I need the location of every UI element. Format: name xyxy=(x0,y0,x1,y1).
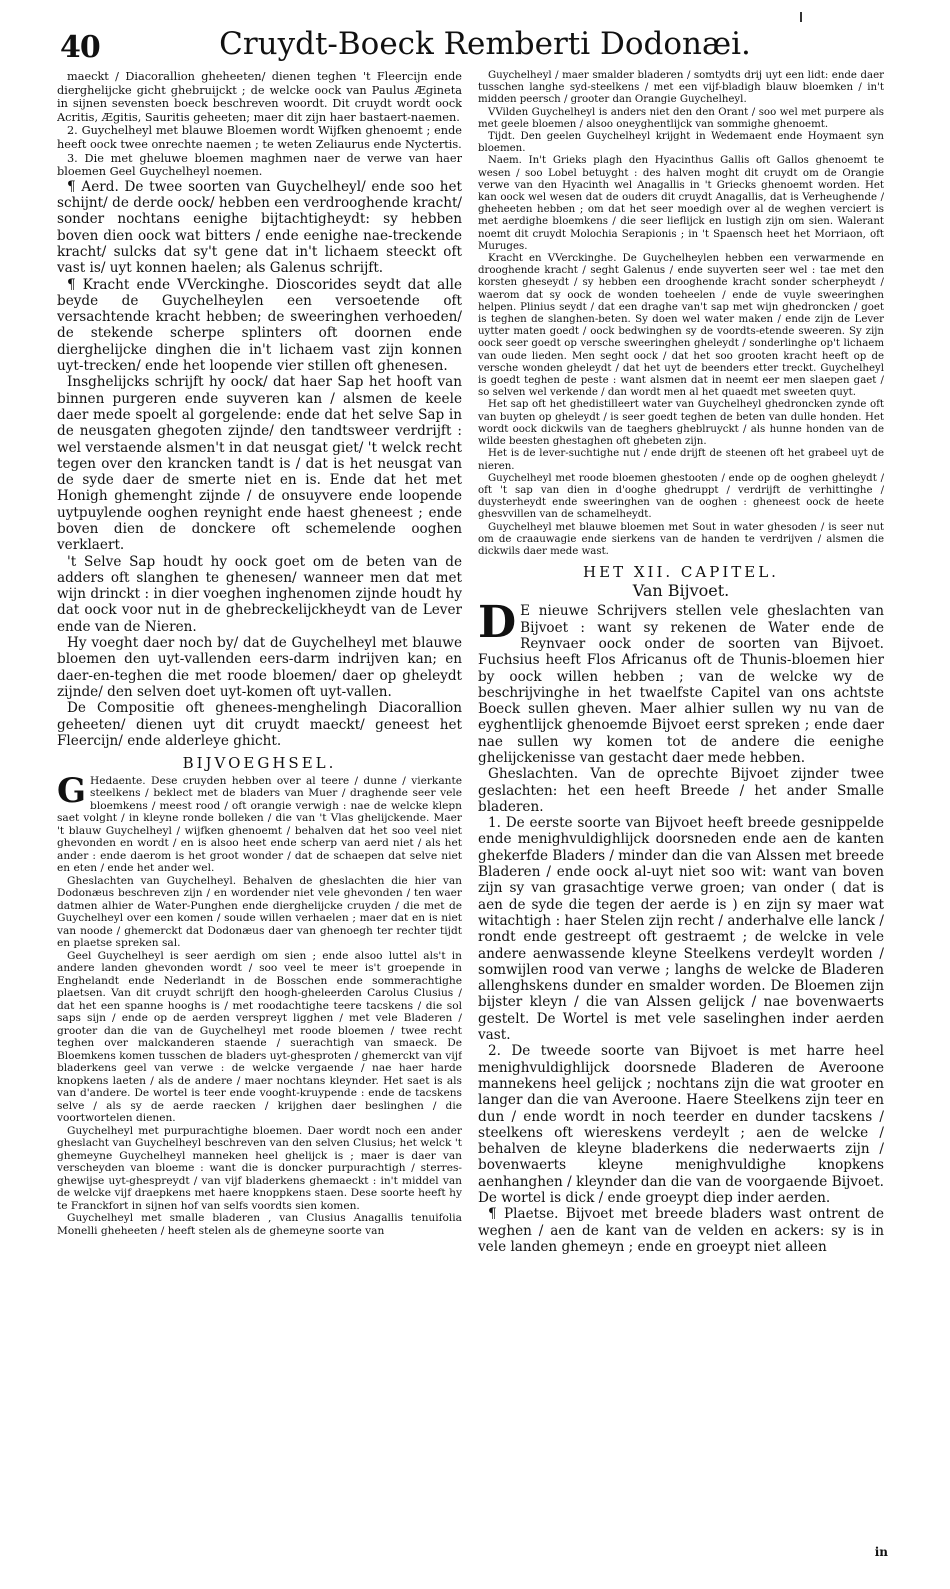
paragraph-text: E nieuwe Schrijvers stellen vele gheslachten van Bijvoet : want sy rekenen de Water ende de Reynvaer oock onder de soorten van Bijvoet. Fuchsius heeft Flos Africanus oft de Thunis-bloemen hier by oock willen hebben ; van de welcke wy de beschrijvinghe in het twaelfste Capitel van ons achtste Boeck sullen gheven. Maer alhier sullen wy nu van de eyghentlijck ghenoemde Bijvoet eerst spreken ; ende daer nae sullen wy komen tot de andere die eenighe ghelijckenisse van gestacht daer mede hebben. xyxy=(478,603,884,766)
paragraph-text: VVilden Guychelheyl is anders niet den den Orant / soo wel met purpere als met geele bloemen / alsoo oneyghentlijck van sommighe ghenoemt. xyxy=(478,106,884,130)
paragraph-text: ¶ Plaetse. Bijvoet met breede bladers wast ontrent de weghen / aen de kant van de velden en ackers: sy is in vele landen ghemeyn ; ende en groeypt niet alleen xyxy=(478,1206,884,1255)
paragraph xyxy=(478,155,884,253)
paragraph xyxy=(57,1125,462,1213)
paragraph-text: Hedaente. Dese cruyden hebben over al teere / dunne / vierkante steelkens / beklect met de bladers van Muer / draghende seer vele bloemkens / meest rood / oft orangie verwigh : nae de welcke klepn saet volght / in kleyne ronde bolleken / die van 't Vlas ghelijckende. Maer 't blauw Guychelheyl / wijfken ghenoemt / behalven dat het soo veel niet ghevonden en wordt / en is alsoo heet ende scherp van aerd niet / als het ander : ende daerom is het groot wonder / dat de schaepen dat selve niet en eten / ende het ander wel. xyxy=(57,774,462,875)
paragraph xyxy=(478,253,884,399)
paragraph xyxy=(57,179,462,277)
paragraph-text: Het is de lever-suchtighe nut / ende drijft de steenen oft het grabeel uyt de nieren. xyxy=(478,448,884,472)
paragraph-text: 3. Die met gheluwe bloemen maghmen naer de verwe van haer bloemen Geel Guychelheyl noemen. xyxy=(57,151,462,179)
paragraph-text: Tijdt. Den geelen Guychelheyl krijght in Wedemaent ende Hoymaent syn bloemen. xyxy=(478,131,884,155)
paragraph xyxy=(57,374,462,553)
paragraph-text: Gheslachten van Guychelheyl. Behalven de gheslachten die hier van Dodonæus beschreven zijn / en wordender niet vele ghevonden / ten waer datmen alhier de Water-Punghen ende dierghelijcke cruyden / die met de Guychelheyl over een komen / soude willen verhaelen ; maer dat en is niet van noode / ghemerckt dat Dodonæus daer van ghenoegh ter rechter tijdt en plaetse spreken sal. xyxy=(57,874,462,950)
catchword: in xyxy=(874,1545,888,1559)
paragraph-text: maeckt / Diacorallion gheheeten/ dienen teghen 't Fleercijn ende dierghelijcke gicht ghebruijckt ; de welcke oock van Paulus Ægineta in sijnen sevensten boeck beschreven woordt. Dit cruydt wordt oock Acritis, Ægitis, Sauritis geheeten; maer dit zijn haer bastaert-naemen. xyxy=(57,70,462,124)
paragraph-text: Guychelheyl met purpurachtighe bloemen. Daer wordt noch een ander gheslacht van Guychelheyl beschreven van den selven Clusius; het welck 't ghemeyne Guychelheyl manneken heel ghelijck is ; maer is daer van verscheyden van bloeme : want die is doncker purpurachtigh / sterres-ghewijse uyt-ghespreydt / van vijf bladerkens ghemaeckt : in't middel van de welcke vijf draepkens met haere knoppkens staen. Dese soorte heeft hy te Franckfort in sijnen hof van selfs voordts sien komen. xyxy=(57,1124,462,1212)
page-header xyxy=(60,20,910,70)
paragraph-text: Gheslachten. Van de oprechte Bijvoet zijnder twee geslachten: het een heeft Breede / het ander Smalle bladeren. xyxy=(478,766,884,815)
paragraph-text: Guychelheyl met smalle bladeren , van Clusius Anagallis tenuifolia Monelli gheheeten / heeft stelen als de ghemeyne soorte van xyxy=(57,1212,462,1237)
paragraph-text: Guychelheyl / maer smalder bladeren / somtydts drij uyt een lidt: ende daer tusschen langhe syd-steelkens / met een vijf-bladigh blauw bloemken / in't midden peersch / grooter dan Orangie Guychelheyl. xyxy=(478,70,884,106)
drop-cap: G xyxy=(57,770,87,811)
paragraph xyxy=(478,597,884,766)
running-title: Cruydt-Boeck Remberti Dodonæi. xyxy=(219,26,751,62)
paragraph-text: 2. De tweede soorte van Bijvoet is met harre heel menighvuldighlijck doorsnede Bladeren de Averoone mannekens heel gelijck ; nochtans zijn die wat grooter en langer dan die van Averoone. Haere Steelkens zijn teer en dun / ende wordt in noch teerder en dunder tacskens / steelkens oft wiereskens verdeylt ; aen de welcke / behalven de kleyne bladerkens die nederwaerts zijn / bovenwaerts kleyne menighvuldighe knopkens aenhanghen / kleynder dan die van de voorgaende Bijvoet. De wortel is dick / ende groeypt diep inder aerden. xyxy=(478,1043,884,1206)
left-main-text xyxy=(57,70,462,749)
paragraph xyxy=(57,70,462,124)
drop-cap: D xyxy=(478,597,517,649)
bijvoeghsel-text xyxy=(57,770,462,1238)
paragraph-text: Guychelheyl met blauwe bloemen met Sout in water ghesoden / is seer nut om de craauwagie ende sierkens van de handen te verdrijven / alsmen die dickwils daer mede wast. xyxy=(478,521,884,557)
paragraph xyxy=(57,1212,462,1237)
paragraph xyxy=(57,950,462,1125)
paragraph xyxy=(478,131,884,155)
page-number: 40 xyxy=(60,30,100,65)
paragraph xyxy=(57,554,462,635)
paragraph xyxy=(478,399,884,448)
paragraph xyxy=(57,277,462,375)
paragraph-text: 1. De eerste soorte van Bijvoet heeft breede gesnippelde ende menighvuldighlijck doorsneden ende aen de kanten ghekerfde Bladers / minder dan die van Alssen met breede Bladeren / ende oock al-uyt niet soo wit: want van boven zijn sy van grasachtige verwe groen; van onder ( dat is aen de syde die tegen der aerde is ) en zijn sy maer wat witachtigh : haer Stelen zijn recht / anderhalve elle lanck / rondt ende gestreept oft gestraemt ; de welcke in vele andere aenwassende kleyne Steelkens verdeylt worden / somwijlen rood van verwe ; langhs de welcke de Bladeren allenghskens dunder en smalder worden. De Bloemen zijn bijster kleyn / die van Alssen gelijck / nae bovenwaerts gestelt. De Wortel is met vele saselinghen inder aerden vast. xyxy=(478,815,884,1044)
paragraph-text: De Compositie oft ghenees-menghelingh Diacorallion geheeten/ dienen uyt dit cruydt maeckt/ geneest het Fleercijn/ ende alderleye ghicht. xyxy=(57,700,462,749)
paragraph xyxy=(57,124,462,151)
paragraph xyxy=(57,875,462,950)
bijvoeghsel-heading: BIJVOEGHSEL. xyxy=(182,754,337,773)
paragraph xyxy=(478,473,884,522)
chapter-heading: HET XII. CAPITEL. xyxy=(583,563,779,582)
paragraph-text: Geel Guychelheyl is seer aerdigh om sien ; ende alsoo luttel als't in andere landen ghevonden wordt / soo veel te meer is't groepende in Enghelandt ende Nederlandt in de Bosschen ende sommerachtighe plaetsen. Van dit cruydt schrijft den hoogh-gheleerden Carolus Clusius / dat het een spanne hooghs is / met roodachtighe teere tacskens / die sol saps sijn / ende op de aerden verspreyt ligghen / met vele Bladeren / grooter dan die van de Guychelheyl met roode bloemen / twee recht teghen over malckanderen staende / suerachtigh van smaeck. De Bloemkens komen tusschen de bladers uyt-ghesproten / ghemerckt van vijf bladerkens geel van verwe : de welcke vergaende / nae haer harde knopkens laeten / als de andere / maer nochtans kleynder. Het saet is als van d'andere. De wortel is teer ende vooght-kruypende : ende de tacskens selve / als sy de aerde raecken / krijghen daer beslinghen / die voortwortelen dienen. xyxy=(57,949,462,1125)
right-column xyxy=(478,70,884,1559)
paragraph xyxy=(478,70,884,107)
chapter-text xyxy=(478,597,884,1255)
paragraph xyxy=(57,770,462,875)
paragraph-text: Guychelheyl met roode bloemen ghestooten / ende op de ooghen gheleydt / oft 't sap van dien in d'ooghe ghedruppt / verdrijft de verhittinghe / duysterheydt ende sweeringhen van de ooghen : gheneest oock de heete ghesvvillen van de schamelheydt. xyxy=(478,472,884,521)
right-intro-text xyxy=(478,70,884,558)
paragraph xyxy=(57,152,462,179)
paragraph xyxy=(478,815,884,1043)
paragraph-text: ¶ Kracht ende VVerckinghe. Dioscorides seydt dat alle beyde de Guychelheylen een versoetende oft versachtende kracht hebben; de sweeringhen verhoeden/ de stekende scherpe splinters oft doornen ende dierghelijcke dinghen die in't lichaem vast zijn konnen uyt-trecken/ ende het loopende vier stillen oft ghenesen. xyxy=(57,276,462,375)
paragraph-text: Hy voeght daer noch by/ dat de Guychelheyl met blauwe bloemen den uyt-vallenden eers-darm indrijven kan; en daer-en-teghen die met roode bloemen/ daer op gheleydt zijnde/ den selven doet uyt-komen oft uyt-vallen. xyxy=(57,635,462,700)
paragraph-text: Insghelijcks schrijft hy oock/ dat haer Sap het hooft van binnen purgeren ende suyveren kan / alsmen de keele daer mede spoelt al gorgelende: ende dat het selve Sap in de neusgaten ghegoten zijnde/ den tandtsweer verdrijft : wel verstaende alsmen't in dat neusgat giet/ 't welck recht tegen over den krancken tandt is / dat is het neusgat van de syde daer de smerte niet en is. Ende dat het met Honigh ghemenght zijnde / de onsuyvere ende loopende uytpuylende ooghen reynight ende haest gheneest ; ende boven dien de donckere oft schemelende ooghen verklaert. xyxy=(57,374,462,554)
paragraph-text: Naem. In't Grieks plagh den Hyacinthus Gallis oft Gallos ghenoemt te wesen / soo Lobel betuyght : des halven moght dit cruydt om de Orangie verwe van den Hyacinth wel Anagallis in 't Griecks ghenoemt worden. Het kan oock wel wesen dat de ouders dit cruydt Anagallis, dat is Verheughende / gheheeten hebben ; om dat het seer moedigh over al de weghen verciert is met aerdighe bloemkens / die seer lieflijck en lustigh zijn om sien. Walerant noemt dit cruydt Molochia Serapionis ; in 't Spaensch heet het Morriaon, oft Muruges. xyxy=(478,155,884,252)
paragraph xyxy=(478,1206,884,1255)
paragraph-text: ¶ Aerd. De twee soorten van Guychelheyl/ ende soo het schijnt/ de derde oock/ hebben een verdrooghende kracht/ sonder nochtans eenighe bijtachtigheydt: sy hebben boven dien oock wat bitters / ende eenighe nae-treckende kracht/ sulcks dat sy't gene dat in't lichaem steeckt oft vast is/ uyt konnen haelen; als Galenus schrijft. xyxy=(57,178,462,277)
paragraph xyxy=(478,107,884,131)
paragraph xyxy=(478,1043,884,1206)
paragraph xyxy=(57,700,462,749)
left-column xyxy=(57,70,462,1559)
paragraph-text: 2. Guychelheyl met blauwe Bloemen wordt Wijfken ghenoemt ; ende heeft oock twee onrechte naemen ; te weten Zeliaurus ende Nyctertis. xyxy=(57,124,462,151)
paragraph xyxy=(478,766,884,815)
paragraph xyxy=(478,448,884,472)
paragraph-text: Kracht en VVerckinghe. De Guychelheylen hebben een verwarmende en drooghende kracht / seght Galenus / ende suyverten seer wel : tae met den korsten gheseydt / sy hebben een drooghende kracht sonder scherpheydt / waerom dat sy oock de wonden toeheelen / ende de vuyle sweeringhen helpen. Plinius seydt / dat een draghe van't sap met wijn ghedroncken / goet is teghen de slanghen-beten. Sy doen wel water maken / ende zijn de Lever uytter maten goedt / oock bedwinghen sy de voordts-etende sweeren. Sy zijn oock seer goedt op versche sweeringhen gheleydt / sonderlinghe op't lichaem van oude lieden. Men seght oock / dat het soo grooten kracht heeft op de versche wonden gheleydt / dat het uyt de beenders etter treckt. Guychelheyl is goedt teghen de peste : want alsmen dat in neemt eer men slaepen gaet / so selven wel verkende / dan wordt men al het quaedt met sweeten quyt. xyxy=(478,253,884,399)
paragraph xyxy=(478,522,884,559)
chapter-subheading: Van Bijvoet. xyxy=(632,580,730,600)
paragraph xyxy=(57,635,462,700)
paragraph-text: 't Selve Sap houdt hy oock goet om de beten van de adders oft slanghen te ghenesen/ wanneer men dat met wijn drinckt : in dier voeghen inghenomen zijnde houdt hy dat oock voor nut in de ghebreckelijckheydt van de Lever ende van de Nieren. xyxy=(57,553,462,635)
paragraph-text: Het sap oft het ghedistilleert water van Guychelheyl ghedroncken zynde oft van buyten op gheleydt / is seer goedt teghen de beten van dulle honden. Het wordt oock dickwils van de taeghers gheblruyckt / als hunne honden van de wilde beesten ghestaghen oft ghebeten zijn. xyxy=(478,399,884,448)
